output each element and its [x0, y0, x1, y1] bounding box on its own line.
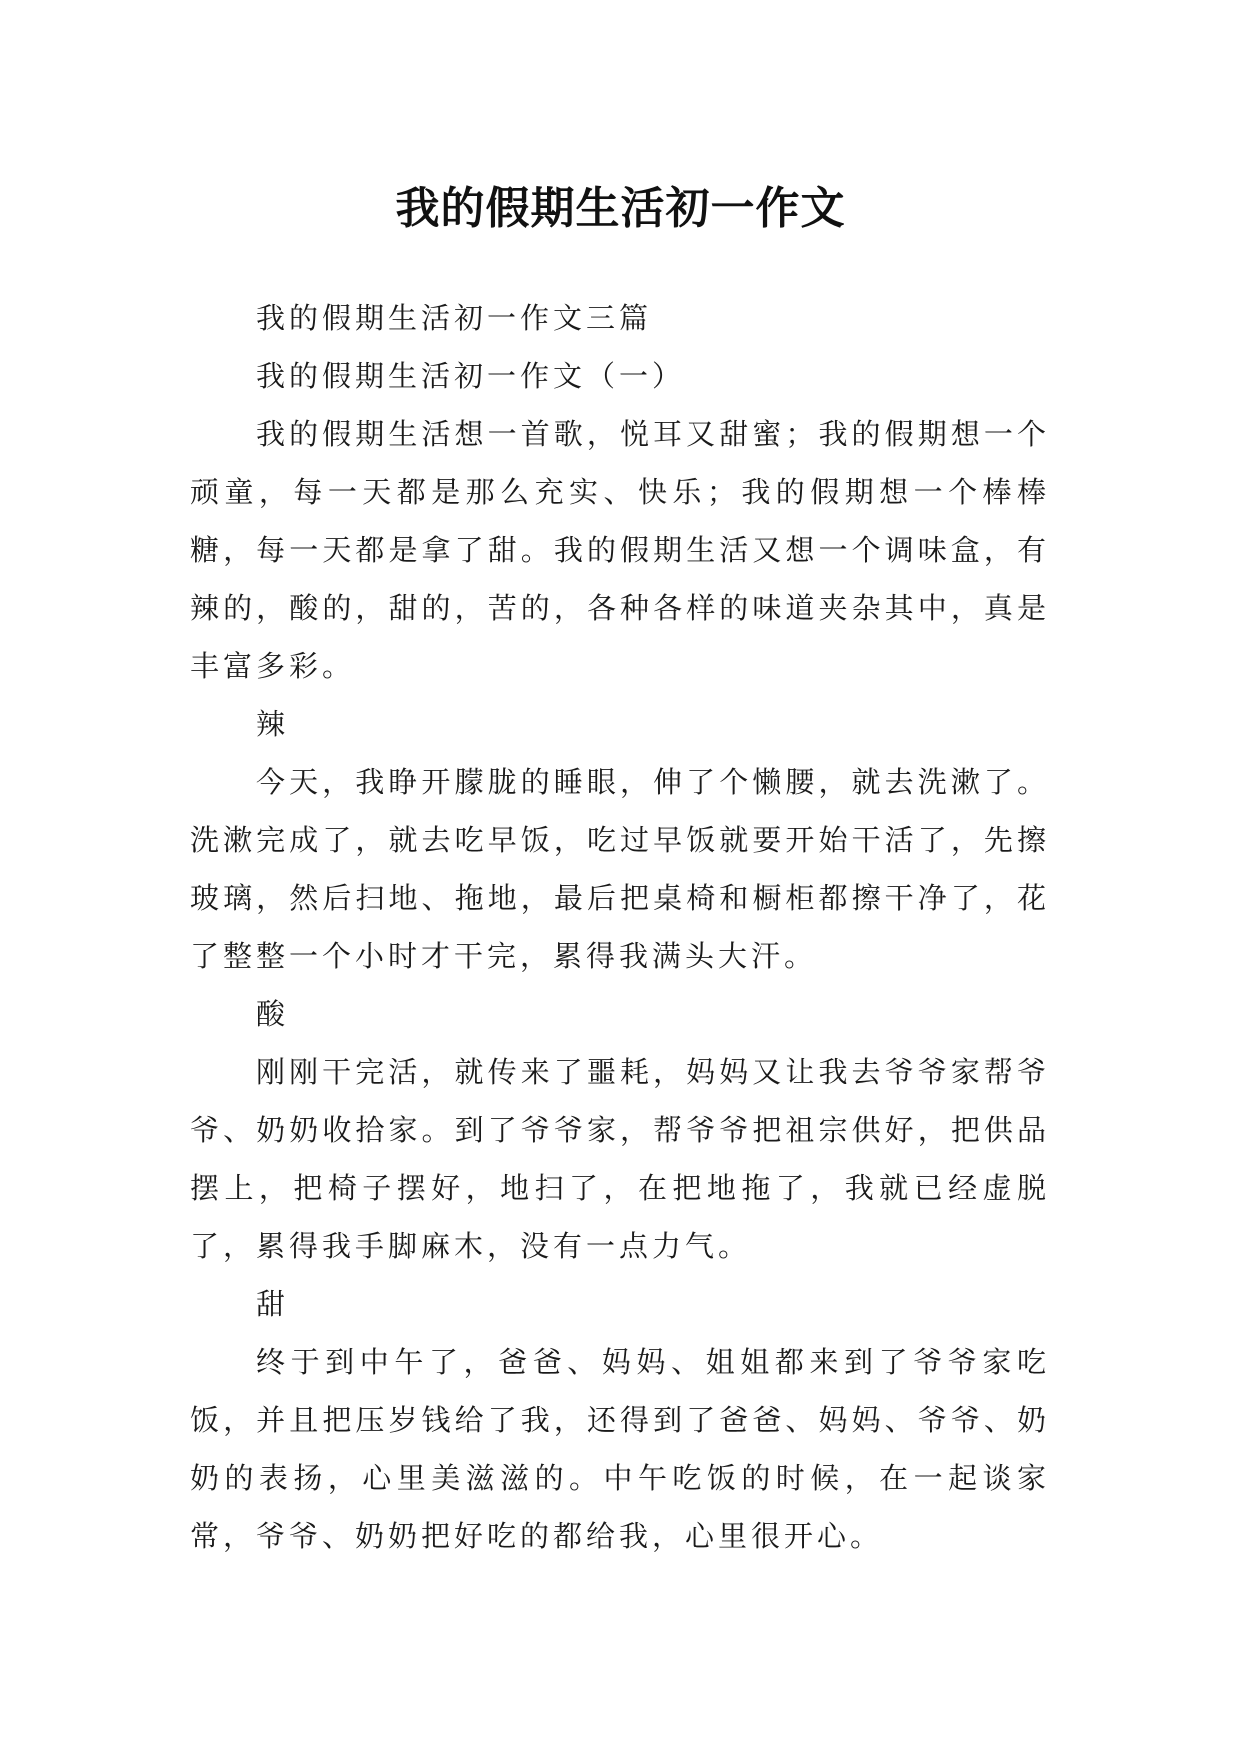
section-heading: 我的假期生活初一作文（一） — [256, 359, 686, 393]
document-body — [190, 289, 1050, 1565]
intro-paragraph: 我的假期生活想一首歌，悦耳又甜蜜；我的假期想一个顽童，每一天都是那么充实、快乐；我的假期想一个棒棒糖，每一天都是拿了甜。我的假期生活又想一个调味盒，有辣的，酸的，甜的，苦的，各种各样的味道夹杂其中，真是丰富多彩。 — [190, 417, 1050, 683]
sour-paragraph: 刚刚干完活，就传来了噩耗，妈妈又让我去爷爷家帮爷爷、奶奶收拾家。到了爷爷家，帮爷爷把祖宗供好，把供品摆上，把椅子摆好，地扫了，在把地拖了，我就已经虚脱了，累得我手脚麻木，没有一点力气。 — [190, 1055, 1050, 1263]
heading-spicy: 辣 — [256, 707, 290, 741]
sweet-paragraph: 终于到中午了，爸爸、妈妈、姐姐都来到了爷爷家吃饭，并且把压岁钱给了我，还得到了爸爸、妈妈、爷爷、奶奶的表扬，心里美滋滋的。中午吃饭的时候，在一起谈家常，爷爷、奶奶把好吃的都给我，心里很开心。 — [190, 1345, 1050, 1553]
heading-sour: 酸 — [256, 997, 290, 1031]
document-title: 我的假期生活初一作文 — [395, 183, 846, 235]
heading-sweet: 甜 — [256, 1287, 290, 1321]
spicy-paragraph: 今天，我睁开朦胧的睡眼，伸了个懒腰，就去洗漱了。洗漱完成了，就去吃早饭，吃过早饭就要开始干活了，先擦玻璃，然后扫地、拖地，最后把桌椅和橱柜都擦干净了，花了整整一个小时才干完，累得我满头大汗。 — [190, 765, 1050, 973]
subtitle-paragraph: 我的假期生活初一作文三篇 — [256, 301, 653, 335]
